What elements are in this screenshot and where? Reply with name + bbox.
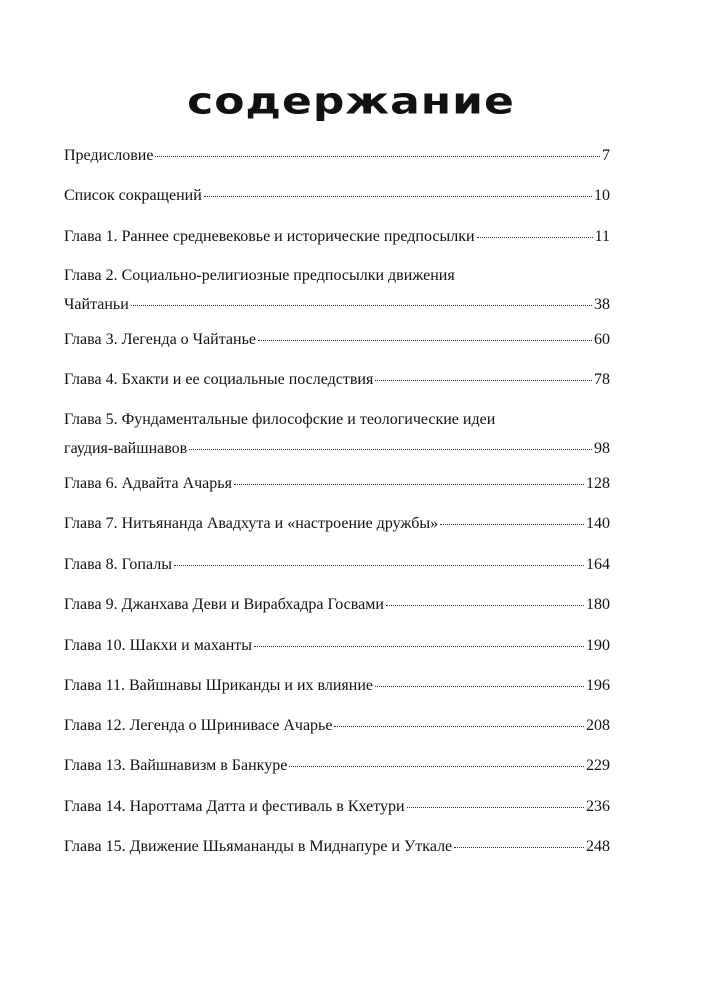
toc-entry-title: Чайтаньи bbox=[64, 296, 129, 313]
toc-entry-title: Глава 15. Движение Шьямананды в Миднапуре и Уткале bbox=[64, 838, 453, 855]
page-title: содержание bbox=[187, 80, 515, 123]
toc-entry[interactable] bbox=[64, 837, 610, 857]
toc-entry-page: 236 bbox=[586, 798, 610, 815]
dot-leader bbox=[386, 604, 584, 606]
toc-entry[interactable] bbox=[64, 146, 610, 166]
toc-entry-page: 60 bbox=[594, 331, 610, 348]
toc-entry-title: Глава 11. Вайшнавы Шриканды и их влияние bbox=[64, 677, 373, 694]
toc-entry[interactable] bbox=[64, 410, 610, 459]
toc-entry-page: 11 bbox=[594, 228, 610, 245]
toc-entry-page: 196 bbox=[586, 677, 610, 694]
toc-entry[interactable] bbox=[64, 514, 610, 534]
toc-entry-title: гаудия-вайшнавов bbox=[64, 440, 188, 457]
toc-entry[interactable] bbox=[64, 797, 610, 817]
dot-leader bbox=[477, 236, 593, 238]
dot-leader bbox=[234, 483, 584, 485]
dot-leader bbox=[375, 379, 592, 381]
toc-entry-title: Глава 14. Нароттама Датта и фестиваль в Кхетури bbox=[64, 798, 405, 815]
toc-entry[interactable] bbox=[64, 555, 610, 575]
toc-entry-page: 248 bbox=[586, 838, 610, 855]
dot-leader bbox=[289, 765, 584, 767]
toc-entry[interactable] bbox=[64, 676, 610, 696]
dot-leader bbox=[204, 195, 592, 197]
toc-entry[interactable] bbox=[64, 266, 610, 315]
toc-entry-title: Глава 3. Легенда о Чайтанье bbox=[64, 331, 256, 348]
toc-entry-page: 140 bbox=[586, 515, 610, 532]
toc-entry-title: Глава 10. Шакхи и маханты bbox=[64, 637, 253, 654]
toc-entry[interactable] bbox=[64, 186, 610, 206]
toc-entry-title: Список сокращений bbox=[64, 187, 202, 204]
toc-entry[interactable] bbox=[64, 330, 610, 350]
dot-leader bbox=[375, 685, 584, 687]
dot-leader bbox=[454, 846, 584, 848]
toc-entry-title: Глава 7. Нитьянанда Авадхута и «настроение дружбы» bbox=[64, 515, 439, 532]
toc-entry[interactable] bbox=[64, 756, 610, 776]
toc-entry-page: 78 bbox=[594, 371, 610, 388]
toc-entry-title: Глава 13. Вайшнавизм в Банкуре bbox=[64, 757, 288, 774]
toc-entry-page: 7 bbox=[602, 147, 610, 164]
toc-entry-page: 10 bbox=[594, 187, 610, 204]
toc-entry-page: 164 bbox=[586, 556, 610, 573]
toc-entry[interactable] bbox=[64, 595, 610, 615]
toc-entry-title-line1: Глава 2. Социально-религиозные предпосылки движения bbox=[64, 267, 455, 284]
dot-leader bbox=[407, 806, 584, 808]
toc-entry-page: 229 bbox=[586, 757, 610, 774]
toc-entry[interactable] bbox=[64, 227, 610, 247]
dot-leader bbox=[258, 339, 592, 341]
toc-entry-page: 180 bbox=[586, 596, 610, 613]
dot-leader bbox=[155, 155, 600, 157]
toc-entry[interactable] bbox=[64, 474, 610, 494]
dot-leader bbox=[334, 725, 584, 727]
dot-leader bbox=[189, 448, 592, 450]
toc-entry[interactable] bbox=[64, 716, 610, 736]
toc-entry-page: 128 bbox=[586, 475, 610, 492]
toc-entry-title: Предисловие bbox=[64, 147, 154, 164]
toc-entry-title: Глава 6. Адвайта Ачарья bbox=[64, 475, 232, 492]
toc-entry-page: 38 bbox=[594, 296, 610, 313]
dot-leader bbox=[440, 523, 584, 525]
dot-leader bbox=[174, 564, 584, 566]
toc-entry-title: Глава 4. Бхакти и ее социальные последствия bbox=[64, 371, 374, 388]
toc-entry-title: Глава 1. Раннее средневековье и исторические предпосылки bbox=[64, 228, 475, 245]
toc-entry-page: 208 bbox=[586, 717, 610, 734]
toc-entry-page: 190 bbox=[586, 637, 610, 654]
toc-entry-title: Глава 12. Легенда о Шринивасе Ачарье bbox=[64, 717, 333, 734]
toc-entry-title-line1: Глава 5. Фундаментальные философские и теологические идеи bbox=[64, 411, 496, 428]
toc-entry-page: 98 bbox=[594, 440, 610, 457]
toc-entry[interactable] bbox=[64, 636, 610, 656]
toc-entry[interactable] bbox=[64, 370, 610, 390]
toc-entry-title: Глава 9. Джанхава Деви и Вирабхадра Госвами bbox=[64, 596, 384, 613]
toc-entry-title: Глава 8. Гопалы bbox=[64, 556, 172, 573]
dot-leader bbox=[254, 645, 584, 647]
dot-leader bbox=[131, 304, 592, 306]
